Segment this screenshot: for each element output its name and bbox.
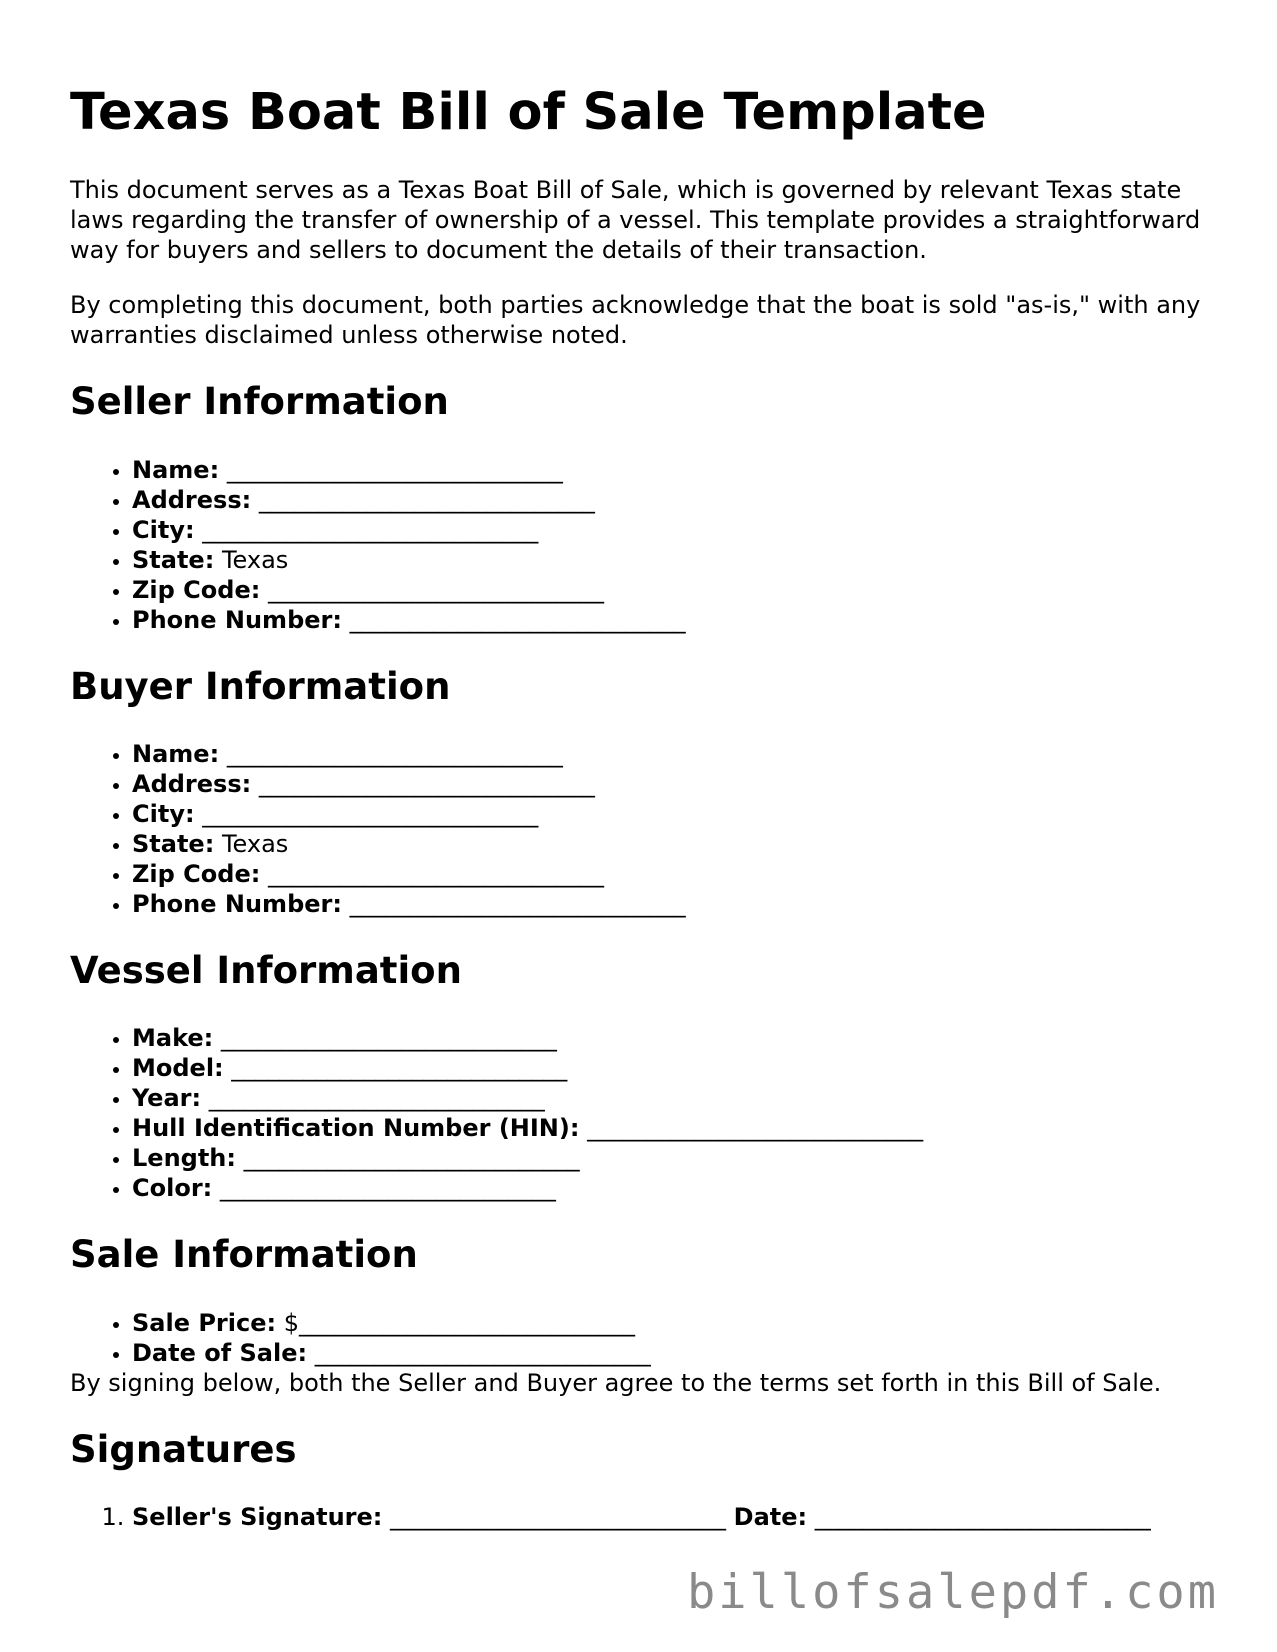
seller-signature-field[interactable]: 1. Seller's Signature: ____________________________ Date: ____________________________ xyxy=(132,1502,1210,1532)
seller-state-field: • State: Texas xyxy=(132,545,1210,575)
seller-address-field[interactable]: • Address: ____________________________ xyxy=(132,485,1210,515)
seller-field-list xyxy=(70,455,1210,635)
buyer-zip-field[interactable]: • Zip Code: ____________________________ xyxy=(132,859,1210,889)
seller-phone-field[interactable]: • Phone Number: ____________________________ xyxy=(132,605,1210,635)
buyer-heading: Buyer Information xyxy=(70,664,451,708)
sale-heading: Sale Information xyxy=(70,1233,418,1277)
intro-paragraph-1: This document serves as a Texas Boat Bill of Sale, which is governed by relevant Texas state laws regarding the transfer of ownership of a vessel. This template provides a straightforward way for buyers and sellers to document the details of their transaction. xyxy=(70,176,1201,265)
buyer-state-field: • State: Texas xyxy=(132,829,1210,859)
vessel-make-field[interactable]: • Make: ____________________________ xyxy=(132,1023,1210,1053)
seller-city-field[interactable]: • City: ____________________________ xyxy=(132,515,1210,545)
page-title: Texas Boat Bill of Sale Template xyxy=(70,83,987,142)
seller-name-field[interactable]: • Name: ____________________________ xyxy=(132,455,1210,485)
vessel-model-field[interactable]: • Model: ____________________________ xyxy=(132,1053,1210,1083)
vessel-field-list xyxy=(70,1023,1210,1203)
intro-paragraph-2: By completing this document, both parties acknowledge that the boat is sold "as-is," with any warranties disclaimed unless otherwise noted. xyxy=(70,291,1201,350)
agreement-text: By signing below, both the Seller and Buyer agree to the terms set forth in this Bill of Sale. xyxy=(70,1368,1162,1397)
seller-zip-field[interactable]: • Zip Code: ____________________________ xyxy=(132,575,1210,605)
buyer-phone-field[interactable]: • Phone Number: ____________________________ xyxy=(132,889,1210,919)
document-page xyxy=(70,82,1210,1532)
seller-heading: Seller Information xyxy=(70,380,449,424)
buyer-field-list xyxy=(70,739,1210,919)
sale-date-field[interactable]: • Date of Sale: ____________________________ xyxy=(132,1338,1210,1368)
vessel-heading: Vessel Information xyxy=(70,948,462,992)
vessel-hin-field[interactable]: • Hull Identification Number (HIN): ____________________________ xyxy=(132,1113,1210,1143)
vessel-length-field[interactable]: • Length: ____________________________ xyxy=(132,1143,1210,1173)
sale-price-field[interactable]: • Sale Price: $____________________________ xyxy=(132,1308,1210,1338)
vessel-color-field[interactable]: • Color: ____________________________ xyxy=(132,1173,1210,1203)
signatures-heading: Signatures xyxy=(70,1427,297,1471)
buyer-address-field[interactable]: • Address: ____________________________ xyxy=(132,769,1210,799)
vessel-year-field[interactable]: • Year: ____________________________ xyxy=(132,1083,1210,1113)
watermark: billofsalepdf.com xyxy=(686,1565,1219,1620)
signature-list xyxy=(70,1502,1210,1532)
buyer-name-field[interactable]: • Name: ____________________________ xyxy=(132,739,1210,769)
buyer-city-field[interactable]: • City: ____________________________ xyxy=(132,799,1210,829)
sale-field-list xyxy=(70,1308,1210,1368)
